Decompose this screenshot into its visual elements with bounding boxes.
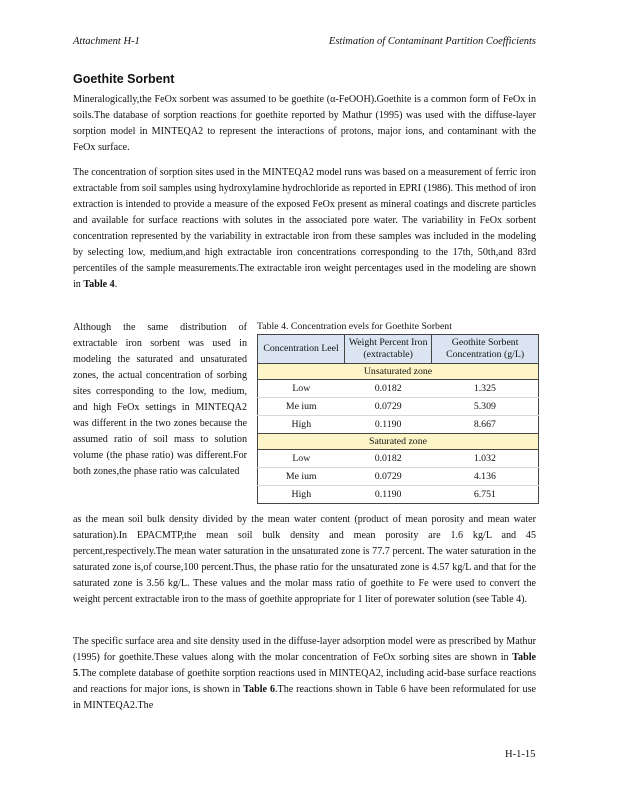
table-cell: 8.667 bbox=[432, 416, 539, 434]
table-cell: 0.0182 bbox=[374, 383, 402, 394]
table-reference: Table 6 bbox=[243, 684, 276, 695]
table-cell: High bbox=[258, 416, 345, 434]
table-reference: Table 4 bbox=[83, 279, 115, 290]
table-cell: Me ium bbox=[258, 468, 345, 486]
table-cell: 6.751 bbox=[432, 486, 539, 504]
zone-label: Unsaturated zone bbox=[258, 364, 539, 380]
table-cell: 5.309 bbox=[432, 398, 539, 416]
table-cell: Low bbox=[292, 383, 311, 394]
table-cell: Me ium bbox=[258, 398, 345, 416]
table-row bbox=[258, 380, 539, 398]
table-row bbox=[258, 398, 539, 416]
table-header-row bbox=[258, 335, 539, 364]
table-cell: 0.0182 bbox=[374, 453, 402, 464]
column-header: Geothite Sorbent Concentration (g/L) bbox=[432, 335, 539, 364]
table-cell: High bbox=[258, 486, 345, 504]
table-cell: 4.136 bbox=[432, 468, 539, 486]
page-header bbox=[73, 36, 536, 47]
paragraph-text: The specific surface area and site density used in the diffuse-layer adsorption model were as prescribed by Mathur (1995) for goethite.These values along with the molar concentration of FeOx sorbing sites are shown in bbox=[73, 636, 536, 663]
paragraph-text: .The complete database of goethite sorption reactions used in MINTEQA2, including acid-base surface reactions and reactions for major ions, is shown in bbox=[73, 668, 536, 695]
column-header: Weight Percent Iron (extractable) bbox=[345, 335, 432, 364]
table-row bbox=[258, 468, 539, 486]
header-right: Estimation of Contaminant Partition Coefficients bbox=[328, 36, 536, 47]
paragraph-phase-ratio: as the mean soil bulk density divided by the mean water content (product of mean porosity and mean water saturation).In EPACMTP,the mean soil bulk density and mean porosity are 1.6 kg/L and 45 percent,respectively.The mean water saturation in the unsaturated zone is 77.7 percent. The water saturation in the saturated zone is,of course,100 percent.Thus, the phase ratio for the unsaturated zone is 4.57 kg/L and that for the saturated zone is 3.56 kg/L. These values and the molar mass ratio of goethite to Fe were used to convert the weight percent extractable iron to the mass of goethite appropriate for 1 liter of porewater solution (see Table 4). bbox=[73, 514, 536, 605]
table-cell: 0.0729 bbox=[345, 398, 432, 416]
table-caption: Table 4. Concentration evels for Goethite Sorbent bbox=[257, 321, 452, 332]
table-cell: 0.1190 bbox=[345, 416, 432, 434]
page-number: H-1-15 bbox=[505, 749, 536, 760]
paragraph-text: The concentration of sorption sites used in the MINTEQA2 model runs was based on a measurement of ferric iron extractable from soil samples using hydroxylamine hydrochloride as reported in EPRI (1986). This method of iron extraction is intended to provide a measure of the exposed FeOx present as mineral coatings and discrete particles and available for surface reactions with solutes in the associated pore water. The variability in FeOx sorbent concentration represented by the variability in extractable iron from these samples was included in the modeling by selecting low, medium,and high extractable iron concentrations corresponding to the 17th, 50th,and 83rd percentiles of the sample measurements.The extractable iron weight percentages used in the modeling are shown in bbox=[73, 167, 536, 290]
paragraph-surface-area bbox=[73, 634, 536, 714]
table-cell: 0.1190 bbox=[345, 486, 432, 504]
header-left: Attachment H-1 bbox=[73, 36, 140, 47]
table-cell: 0.0729 bbox=[345, 468, 432, 486]
paragraph-text: .The reactions shown in Table 6 have been reformulated for use in MINTEQA2.The bbox=[73, 684, 537, 711]
table-row bbox=[258, 486, 539, 504]
paragraph-text: . bbox=[114, 279, 118, 290]
table-row bbox=[258, 416, 539, 434]
table-cell: Low bbox=[292, 453, 311, 464]
zone-label: Saturated zone bbox=[258, 434, 539, 450]
zone-header-row bbox=[258, 364, 539, 380]
table-reference: Table 5 bbox=[73, 652, 536, 679]
concentration-table bbox=[257, 334, 539, 504]
table-4 bbox=[257, 321, 539, 504]
table-cell: 1.032 bbox=[473, 453, 496, 464]
column-header: Concentration Leel bbox=[258, 335, 345, 364]
paragraph-mineralogy: Mineralogically,the FeOx sorbent was assumed to be goethite (α-FeOOH).Goethite is a common form of FeOx in soils.The database of sorption reactions for goethite reported by Mathur (1995) was used with the diffuse-layer sorption model in MINTEQA2 to represent the interactions of protons, major ions, and contaminant with the FeOx surface. bbox=[73, 94, 536, 153]
paragraph-concentration bbox=[73, 165, 536, 293]
section-title: Goethite Sorbent bbox=[73, 72, 175, 86]
paragraph-distribution: Although the same distribution of extractable iron sorbent was used in modeling the saturated and unsaturated zones, the actual concentration of sorbing sites corresponding to the low, medium, and high FeOx settings in MINTEQA2 was different in the two zones because the assumed ratio of soil mass to solution volume (the phase ratio) was different.For both zones,the phase ratio was calculated bbox=[73, 322, 247, 477]
table-row bbox=[258, 450, 539, 468]
zone-header-row bbox=[258, 434, 539, 450]
table-cell: 1.325 bbox=[473, 383, 496, 394]
